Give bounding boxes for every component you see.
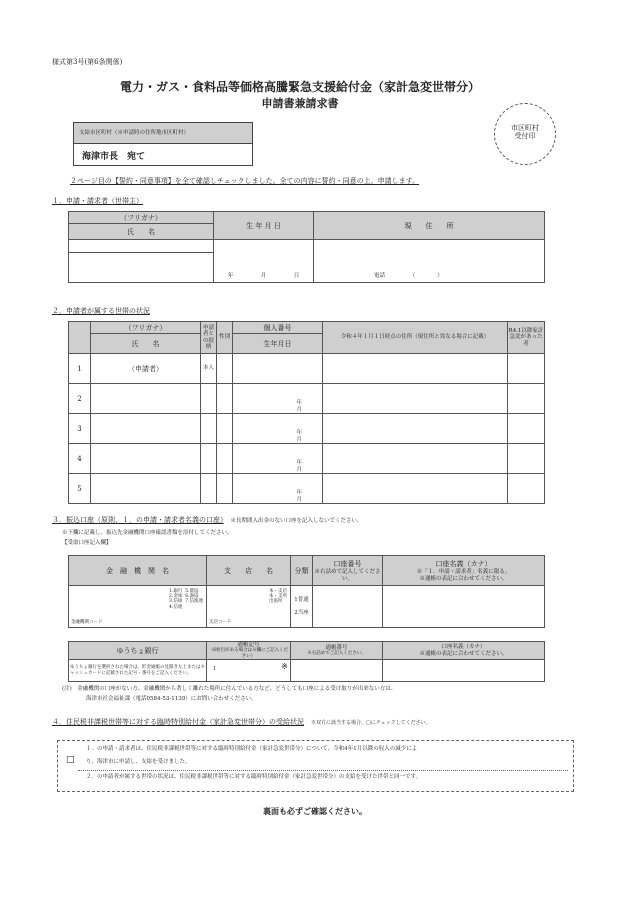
- municipality-box: 支給市区町村（※申請時の住所地市区町村） 海津市長 宛て: [73, 122, 253, 166]
- reception-stamp: 市区町村 受付印: [494, 103, 556, 165]
- footer-note: 裏面も必ずご確認ください。: [263, 806, 367, 816]
- footnote-line1: (注) 金融機関の口座がない方、金融機関から著しく離れた場所に住んでいる方など、どうしても口座による受け取りが出来ない方は、: [62, 686, 397, 692]
- branch-name-field[interactable]: 本・支店 本・支所 出張所 支店コード: [207, 586, 291, 628]
- section4-box: １．の申請・請求者は、住民税非課税世帯等に対する臨時特別給付金（家計急変世帯分）について、令和4年1月以降の収入の減少によ □ り、海津市に申請し、支給を受けました。 ２．の申請者が属する世帯の状況は、住民税非課税世帯等に対する臨時特別給付金（家計急変世帯分）の支給を受けた世帯と同一です。: [57, 740, 574, 792]
- applicant-table: （フリガナ） 生 年 月 日 現 住 所 氏 名 年 月 日 電話 （ ）: [68, 211, 545, 283]
- household-row: 4 年 月: [69, 444, 545, 474]
- form-subtitle: 申請書兼請求書: [261, 97, 339, 110]
- bank-table: 金 融 機 関 名 支 店 名 分類 口座番号 ※右詰めで記入してください。 口座名義（カナ） ※「１．申請・請求者」名義に限る。 ※通帳の表記に合わせてください。 1.銀行 5.農協 2.金庫 6.漁協 3.信組 7.信漁連 4.信連 金融機関コード 本・支店 本・支所 出張所 支店コード 1普通 2当座: [68, 555, 545, 628]
- bank-name-field[interactable]: 1.銀行 5.農協 2.金庫 6.漁協 3.信組 7.信漁連 4.信連 金融機関コード: [69, 586, 207, 628]
- household-row: 1 （申請者） 本人: [69, 354, 545, 384]
- section4-heading: ４．住民税非課税世帯等に対する臨時特別給付金（家計急変世帯分）の受給状況 ※双方に該当する場合、□にチェックしてください。: [52, 718, 431, 726]
- yucho-table: ゆうちょ銀行 通帳記号 （6桁目がある場合は※欄にご記入ください） 通帳番号 ※右詰めでご記入ください。 口座名義（カナ） ※通帳の表記に合わせてください。 ゆうちょ銀行を選択された場合は、貯金通帳の見開き左上またはキャッシュカードに記載された記号・番号をご記入ください。 1 ※: [68, 641, 545, 682]
- section1-heading: １．申請・請求者（世帯主）: [52, 197, 143, 205]
- account-number-field[interactable]: [313, 586, 383, 628]
- section3-heading: ３．振込口座（原則、１．の申請・請求者名義の口座） ※長期間入出金のない口座を記入しないでください。: [52, 516, 363, 524]
- household-row: 2 年 月: [69, 384, 545, 414]
- applicant-dob-field[interactable]: 年 月 日: [214, 240, 314, 283]
- yucho-bango-field[interactable]: [291, 660, 383, 682]
- applicant-furigana-field[interactable]: [69, 240, 214, 252]
- applicant-marker: （申請者）: [91, 354, 201, 384]
- applicant-address-field[interactable]: 電話 （ ）: [314, 240, 545, 283]
- pledge-text: ２ページ目の【誓約・同意事項】を全て確認しチェックしました。全ての内容に誓約・同意の上、申請します。: [70, 177, 420, 185]
- applicant-name-field[interactable]: [69, 252, 214, 282]
- checkbox[interactable]: □: [66, 755, 75, 765]
- form-number: 様式第3号(第6条関係): [52, 58, 123, 66]
- yucho-kigo-field[interactable]: 1 ※: [207, 660, 291, 682]
- yucho-holder-field[interactable]: [383, 660, 545, 682]
- account-box-title: 【受取口座記入欄】: [62, 540, 112, 546]
- municipality-value: 海津市長 宛て: [82, 152, 146, 162]
- form-title: 電力・ガス・食料品等価格高騰緊急支援給付金（家計急変世帯分）: [119, 80, 480, 94]
- section2-heading: ２．申請者が属する世帯の状況: [52, 307, 150, 315]
- account-holder-field[interactable]: [383, 586, 545, 628]
- account-type-field[interactable]: 1普通 2当座: [291, 586, 313, 628]
- section3-note: ※下欄に記載し、振込先金融機関口座確認書類を添付してください。: [62, 530, 233, 536]
- household-row: 5 年 月: [69, 474, 545, 504]
- footnote-line2: 海津市社会福祉課（電話0584-53-1139）にお問い合わせください。: [86, 696, 257, 702]
- household-table: （フリガナ） 申請者との続柄 性別 個人番号 令和４年１月１日時点の住所（現住所と異なる場合に記載） R4.1以降家計急変があった者 氏 名 生年月日 1 （申請者） 本人 2 年 月 3 年 月 4 年 月 5 年 月: [68, 321, 545, 504]
- household-row: 3 年 月: [69, 414, 545, 444]
